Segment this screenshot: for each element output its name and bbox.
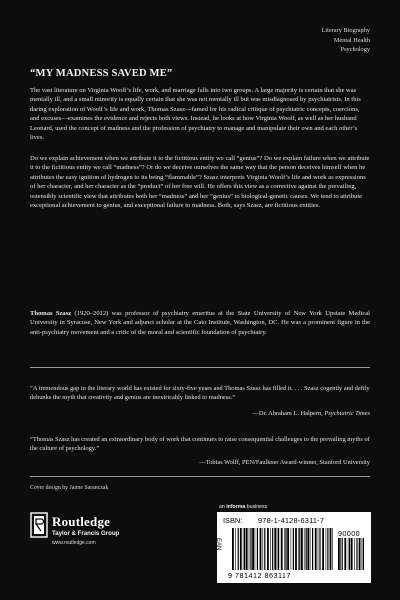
- barcode-bar: [246, 528, 248, 570]
- cover-design-credit: Cover design by Jaime Saranczak: [30, 485, 109, 491]
- publisher-logo: [30, 510, 180, 555]
- barcode-bar: [299, 528, 300, 570]
- review-attribution-2: —Tobias Wolff, PEN/Faulkner Award-winner, Stanford University: [199, 459, 370, 466]
- barcode-bar: [359, 538, 361, 570]
- informa-prefix: an: [219, 504, 227, 510]
- barcode-bar: [285, 528, 286, 570]
- subject-categories: [322, 26, 370, 55]
- barcode-bar: [249, 528, 250, 570]
- barcode-bar: [287, 528, 289, 570]
- barcode-bar: [356, 538, 357, 570]
- category-label: Psychology: [340, 46, 370, 54]
- barcode-bar: [295, 528, 297, 570]
- barcode-bar: [257, 528, 258, 570]
- barcode-bar: [330, 528, 332, 570]
- publisher-name: Routledge: [52, 514, 111, 529]
- addon-barcode-bars: [338, 538, 366, 570]
- isbn-label: ISBN:: [223, 516, 243, 525]
- divider: [30, 367, 370, 368]
- routledge-logo-icon: [30, 512, 48, 538]
- barcode-bar: [362, 538, 363, 570]
- barcode-bar: [244, 528, 245, 570]
- barcode-bar: [326, 528, 327, 570]
- barcode-bar: [238, 528, 239, 570]
- barcode-bar: [277, 528, 278, 570]
- barcode-bar: [315, 528, 317, 570]
- barcode-bar: [344, 538, 346, 570]
- review-quote-1: “A tremendous gap in the literary world has existed for sixty-five years and Thomas Szasz has filled it. . . . Szasz cogently and deftly debunks the myth that creativity and genius are inextricably linked to madness.”: [30, 385, 370, 402]
- informa-suffix: business: [245, 504, 268, 510]
- barcode-bar: [342, 538, 343, 570]
- ean-barcode-bars: [232, 528, 334, 570]
- publication-name: Psychiatric Times: [324, 410, 370, 417]
- barcode-bar: [363, 538, 364, 570]
- barcode-bar: [278, 528, 279, 570]
- barcode-bar: [260, 528, 262, 570]
- barcode-bar: [332, 528, 333, 570]
- reviewer-name: —Dr. Abraham L. Halpern,: [252, 410, 325, 417]
- author-bio: [30, 309, 370, 337]
- barcode-bar: [310, 528, 311, 570]
- barcode-bar: [255, 528, 256, 570]
- barcode-bar: [232, 528, 234, 570]
- barcode-bar: [319, 528, 320, 570]
- barcode-bar: [307, 528, 309, 570]
- barcode-bar: [322, 528, 324, 570]
- barcode-bar: [293, 528, 294, 570]
- category-label: Mental Health: [333, 36, 370, 44]
- barcode-bar: [264, 528, 265, 570]
- informa-brand: informa: [226, 504, 246, 510]
- barcode-bar: [349, 538, 350, 570]
- barcode-bar: [235, 528, 236, 570]
- barcode-bar: [263, 528, 264, 570]
- barcode-bar: [281, 528, 283, 570]
- barcode-bar: [270, 528, 271, 570]
- barcode-bar: [340, 538, 341, 570]
- barcode-bar: [304, 528, 305, 570]
- barcode-bar: [291, 528, 292, 570]
- barcode-bar: [351, 538, 353, 570]
- barcode-bar: [327, 528, 328, 570]
- barcode-bar: [243, 528, 244, 570]
- barcode-bar: [284, 528, 285, 570]
- barcode-bar: [298, 528, 299, 570]
- author-name: Thomas Szasz: [30, 310, 72, 317]
- price-code: 90000: [338, 529, 360, 538]
- headline: “MY MADNESS SAVED ME”: [30, 68, 173, 79]
- barcode-bar: [354, 538, 355, 570]
- barcode-digits: 9 781412 863117: [228, 571, 291, 580]
- isbn-barcode: [217, 512, 371, 583]
- review-quote-2: “Thomas Szasz has created an extraordinary body of work that continues to raise consequential challenges to the prevailing myths of the culture of psychology.”: [30, 436, 370, 453]
- barcode-bar: [274, 528, 276, 570]
- publisher-url: www.routledge.com: [52, 540, 96, 546]
- isbn-number: 978-1-4128-6311-7: [258, 516, 325, 525]
- publisher-group: Taylor & Francis Group: [52, 530, 120, 537]
- barcode-bar: [267, 528, 269, 570]
- barcode-bar: [306, 528, 307, 570]
- informa-business-tag: [219, 504, 267, 510]
- divider: [30, 476, 370, 477]
- barcode-bar: [252, 528, 254, 570]
- category-label: Literary Biography: [321, 27, 370, 34]
- barcode-bar: [312, 528, 313, 570]
- review-attribution-1: [253, 410, 371, 417]
- ean-label: EAN: [215, 538, 221, 551]
- author-bio-text: (1920–2012) was professor of psychiatry emeritus at the State University of New York Upstate Medical University in Syracuse, New York and adjunct scholar at the Cato Institute, Washington, DC. He was a prominent figure in the anti-psychiatry movement and a critic of the moral and scientific foundation of psychiatry.: [30, 310, 370, 336]
- barcode-bar: [272, 528, 273, 570]
- barcode-bar: [240, 528, 242, 570]
- barcode-bar: [301, 528, 303, 570]
- barcode-bar: [318, 528, 319, 570]
- description-paragraph-2: Do we explain achievement when we attribute it to the fictitious entity we call “genius”? Do we explain failure when we attribute it to the fictitious entity we call “madness”? Or do we deceive ourselves the same way that the person deceives himself when he attributes the easy ignition of hydrogen to its being “flammable”? Szasz interprets Virginia Woolf’s life and work as expressions of her character, and her character as the “product” of her free will. He offers this view as a corrective against the prevailing, ostensibly scientific view that attributes both her “madness” and her “genius” to biological-genetic causes. We tend to attribute exceptional achievement to genius, and exceptional failure to madness. Both, says Szasz, are fictitious entities.: [30, 155, 370, 210]
- description-paragraph-1: The vast literature on Virginia Woolf’s life, work, and marriage falls into two groups. A large majority is certain that she was mentally ill, and a small minority is equally certain that she was not mentally ill but was misdiagnosed by psychiatrists. In this daring exploration of Woolf’s life and work, Thomas Szasz—famed for his radical critique of psychiatric concepts, coercions, and excuses—examines the evidence and rejects both views. Instead, he looks at how Virginia Woolf, as well as her husband Leonard, used the concept of madness and the profession of psychiatry to manage and manipulate their own and each other’s lives.: [30, 87, 361, 142]
- barcode-bar: [250, 528, 251, 570]
- barcode-bar: [338, 538, 340, 570]
- barcode-bar: [348, 538, 349, 570]
